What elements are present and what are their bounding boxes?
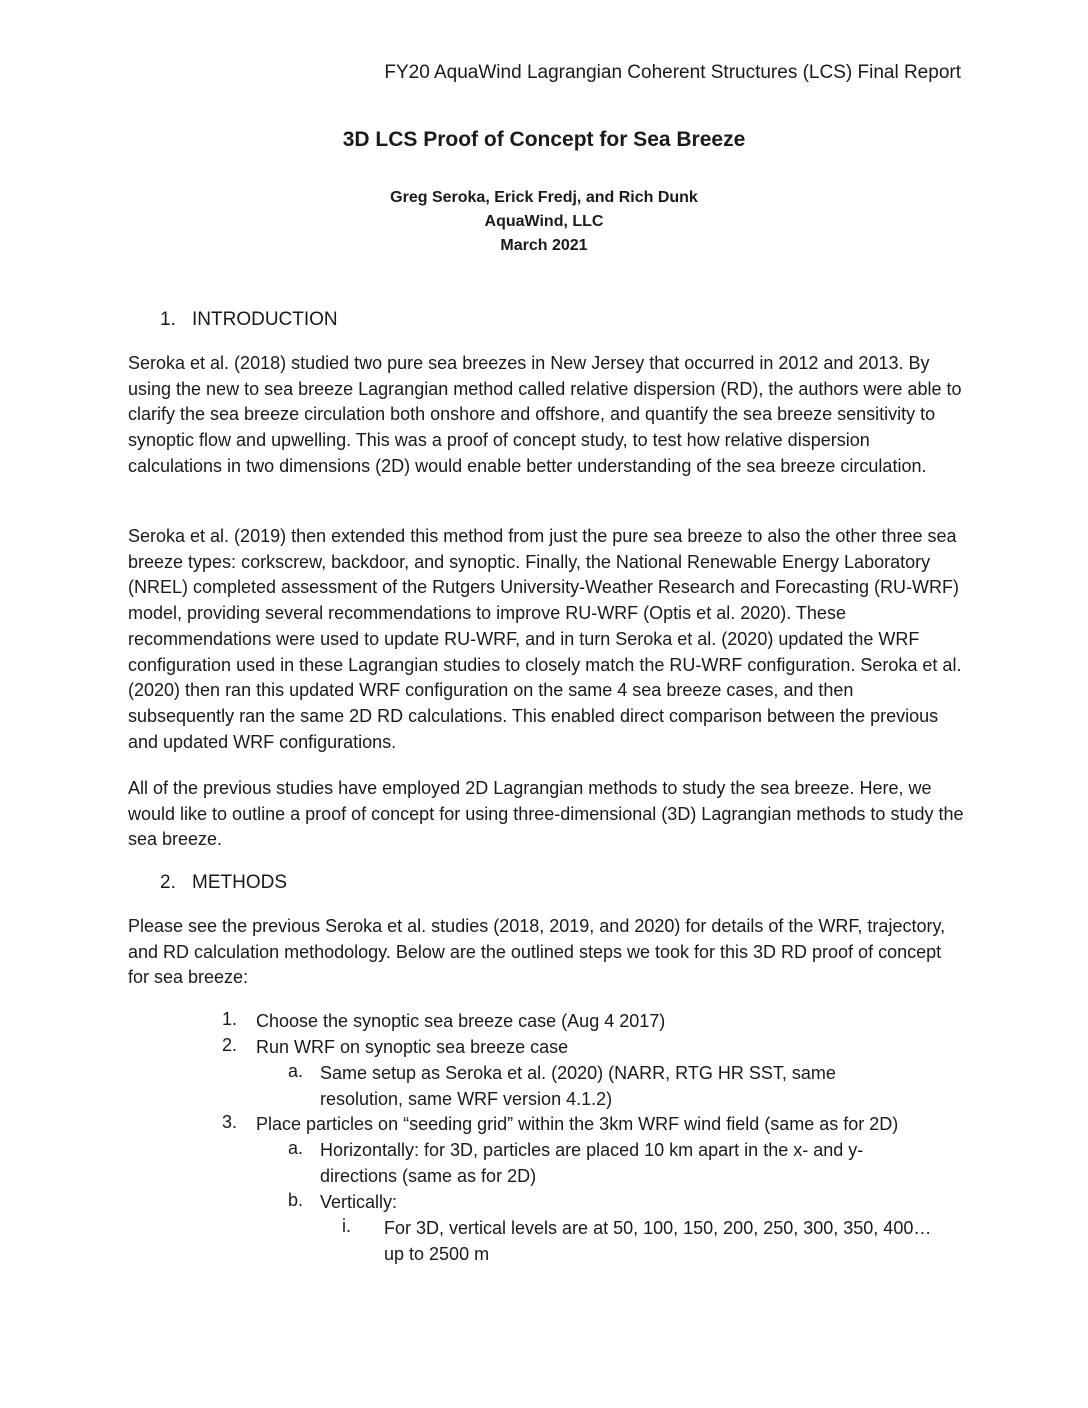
list-marker: a. [288,1061,304,1081]
methods-paragraph: Please see the previous Seroka et al. studies (2018, 2019, and 2020) for details of the WRF, trajectory, and RD calculation methodology. Below are the outlined steps we took for this 3D RD proof of concept for sea breeze: [128,916,946,988]
section-title: INTRODUCTION [192,309,338,330]
list-item-text: Horizontally: for 3D, particles are placed 10 km apart in the x- and y-directions (same as for 2D) [320,1140,864,1186]
list-marker: b. [288,1190,304,1210]
list-item-text: Place particles on “seeding grid” within the 3km WRF wind field (same as for 2D) [256,1114,899,1134]
intro-paragraph-1: Seroka et al. (2018) studied two pure sea breezes in New Jersey that occurred in 2012 and 2013. By using the new to sea breeze Lagrangian method called relative dispersion (RD), the authors were able to clarify the sea breeze circulation both onshore and offshore, and quantify the sea breeze sensitivity to synoptic flow and upwelling. This was a proof of concept study, to test how relative dispersion calculations in two dimensions (2D) would enable better understanding of the sea breeze circulation. [128,353,962,476]
list-item-text: For 3D, vertical levels are at 50, 100, 150, 200, 250, 300, 350, 400… up to 2500 m [384,1218,932,1264]
document-title: 3D LCS Proof of Concept for Sea Breeze [342,128,746,151]
list-item-text: Run WRF on synoptic sea breeze case [256,1037,569,1057]
list-item-text: Same setup as Seroka et al. (2020) (NARR, RTG HR SST, same resolution, same WRF version 4.1.2) [320,1063,836,1109]
list-marker: 3. [222,1112,238,1132]
list-marker: 2. [222,1035,238,1055]
list-item-text: Choose the synoptic sea breeze case (Aug 4 2017) [256,1011,666,1031]
section-title: METHODS [192,872,287,893]
organization: AquaWind, LLC [484,213,604,230]
report-date: March 2021 [500,237,588,254]
list-item-text: Vertically: [320,1192,398,1212]
list-marker: a. [288,1138,304,1158]
intro-paragraph-2: Seroka et al. (2019) then extended this method from just the pure sea breeze to also the other three sea breeze types: corkscrew, backdoor, and synoptic. Finally, the National Renewable Energy Laboratory (NREL) completed assessment of the Rutgers University-Weather Research and Forecasting (RU-WRF) model, providing several recommendations to improve RU-WRF (Optis et al. 2020). These recommendations were used to update RU-WRF, and in turn Seroka et al. (2020) updated the WRF configuration used in these Lagrangian studies to closely match the RU-WRF configuration. Seroka et al. (2020) then ran this updated WRF configuration on the same 4 sea breeze cases, and then subsequently ran the same 2D RD calculations. This enabled direct comparison between the previous and updated WRF configurations. [128,526,962,752]
section-heading-methods [160,872,287,894]
authors: Greg Seroka, Erick Fredj, and Rich Dunk [390,189,698,206]
intro-paragraph-3: All of the previous studies have employed 2D Lagrangian methods to study the sea breeze. Here, we would like to outline a proof of concept for using three-dimensional (3D) Lagrangian methods to study the sea breeze. [128,778,964,850]
section-heading-introduction [160,309,338,331]
list-marker: 1. [222,1009,238,1029]
list-marker: i. [342,1216,351,1236]
section-number: 1. [160,309,176,330]
report-header: FY20 AquaWind Lagrangian Coherent Structures (LCS) Final Report [384,62,961,83]
section-number: 2. [160,872,176,893]
